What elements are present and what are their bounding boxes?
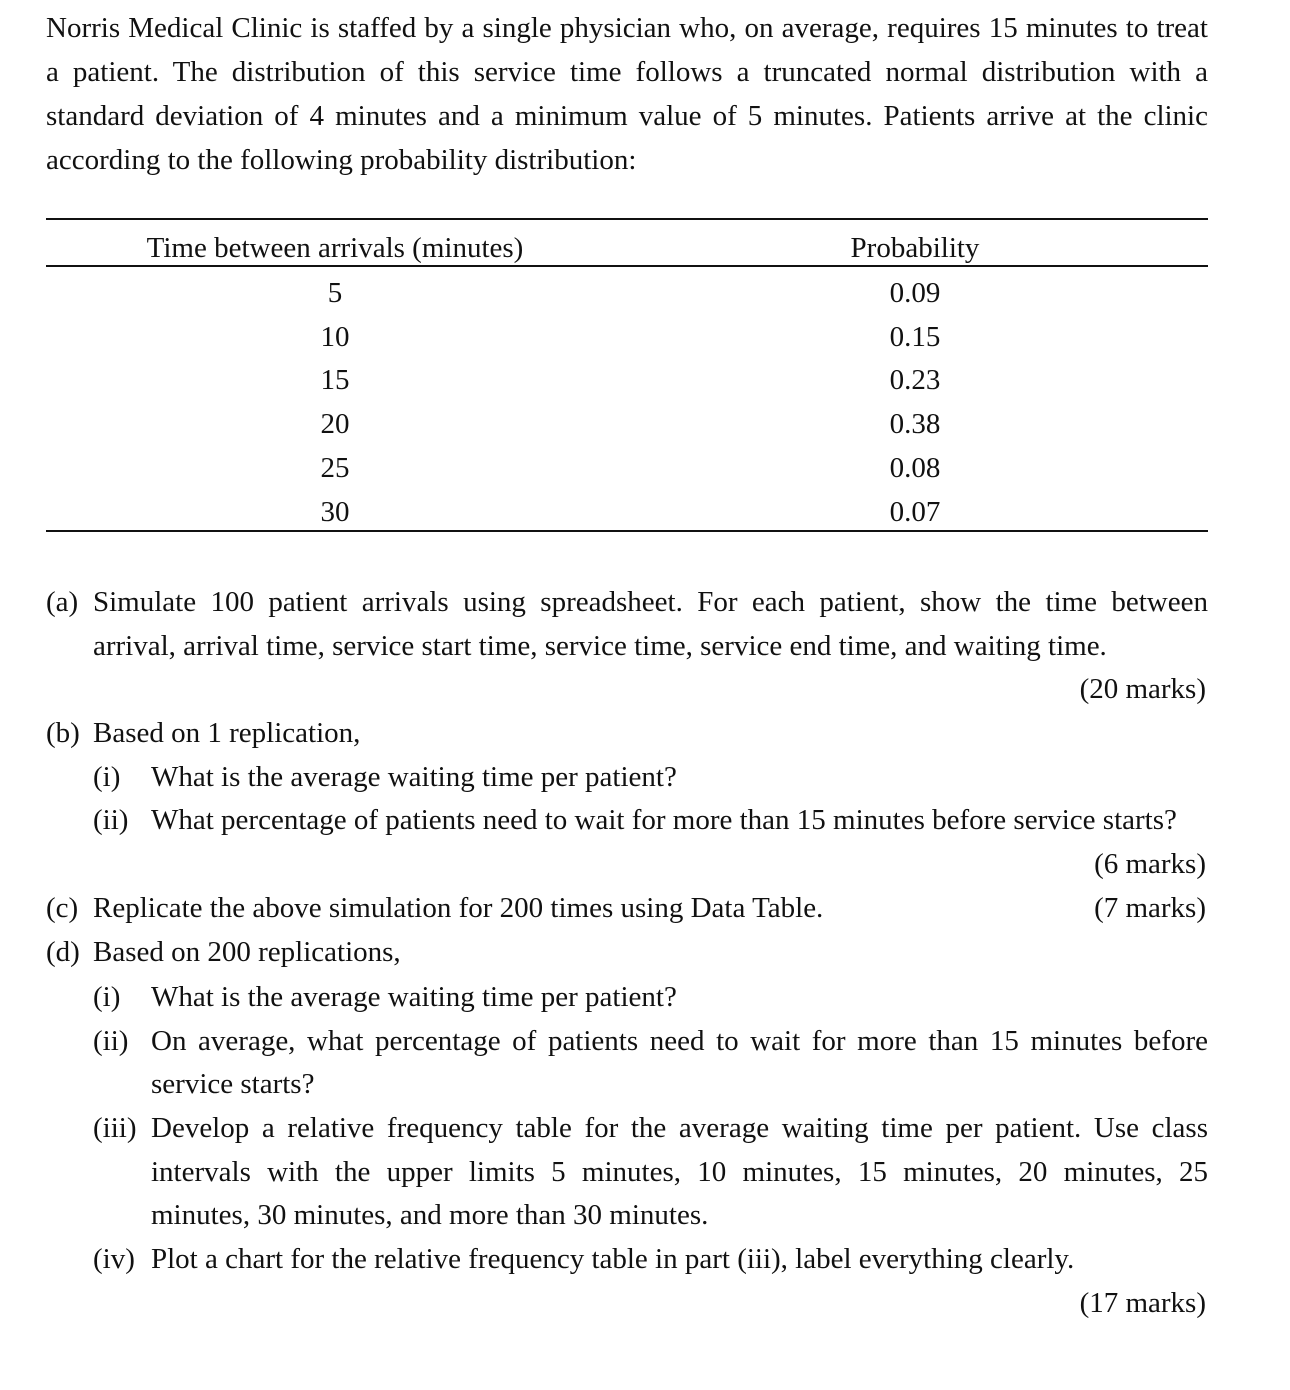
part-a-marks: (20 marks) (1079, 673, 1206, 705)
part-d-iii-line-1: Develop a relative frequency table for the average waiting time per patient. Use class (151, 1112, 1208, 1144)
table-cell-time: 10 (320, 321, 350, 353)
part-d-i-label: (i) (93, 981, 121, 1013)
part-d-iii-line-2: intervals with the upper limits 5 minutes, 10 minutes, 15 minutes, 20 minutes, 25 (151, 1156, 1208, 1188)
table-cell-probability: 0.07 (889, 496, 941, 528)
table-cell-probability: 0.38 (889, 408, 941, 440)
part-b-i-label: (i) (93, 761, 121, 793)
part-d-iv-label: (iv) (93, 1243, 135, 1275)
table-bottom-rule (46, 530, 1208, 532)
part-d-ii-line-2: service starts? (151, 1068, 315, 1100)
part-a-line-1: Simulate 100 patient arrivals using spreadsheet. For each patient, show the time between (93, 586, 1208, 618)
part-b-label: (b) (46, 717, 80, 749)
table-cell-probability: 0.15 (889, 321, 941, 353)
table-cell-time: 5 (327, 277, 343, 309)
table-cell-time: 25 (320, 452, 350, 484)
part-c-label: (c) (46, 892, 79, 924)
part-c-text: Replicate the above simulation for 200 times using Data Table. (93, 892, 824, 924)
table-cell-time: 15 (320, 364, 350, 396)
part-b-ii-label: (ii) (93, 804, 129, 836)
table-top-rule (46, 218, 1208, 220)
part-d-iv-text: Plot a chart for the relative frequency table in part (iii), label everything clearly. (151, 1243, 1075, 1275)
part-d-text: Based on 200 replications, (93, 936, 401, 968)
part-b-text: Based on 1 replication, (93, 717, 361, 749)
table-cell-probability: 0.23 (889, 364, 941, 396)
part-d-iii-line-3: minutes, 30 minutes, and more than 30 minutes. (151, 1199, 709, 1231)
intro-paragraph: Norris Medical Clinic is staffed by a single physician who, on average, requires 15 minutes to treat a patient. The distribution of this service time follows a truncated normal distribution with a standard deviation of 4 minutes and a minimum value of 5 minutes. Patients arrive at the clinic according to the following probability distribution: (46, 12, 1208, 176)
part-a-label: (a) (46, 586, 79, 618)
part-d-ii-line-1: On average, what percentage of patients need to wait for more than 15 minutes before (151, 1025, 1208, 1057)
part-d-i-text: What is the average waiting time per patient? (151, 981, 677, 1013)
part-d-label: (d) (46, 936, 80, 968)
part-b-ii-text: What percentage of patients need to wait for more than 15 minutes before service starts? (151, 804, 1177, 836)
table-header-time: Time between arrivals (minutes) (146, 232, 524, 264)
part-a-line-2: arrival, arrival time, service start time, service time, service end time, and waiting time. (93, 630, 1107, 662)
table-header-probability: Probability (850, 232, 980, 264)
table-header-rule (46, 265, 1208, 267)
table-cell-probability: 0.08 (889, 452, 941, 484)
table-cell-time: 20 (320, 408, 350, 440)
table-cell-time: 30 (320, 496, 350, 528)
part-d-iii-label: (iii) (93, 1112, 137, 1144)
part-b-i-text: What is the average waiting time per patient? (151, 761, 677, 793)
part-d-ii-label: (ii) (93, 1025, 129, 1057)
part-b-marks: (6 marks) (1094, 848, 1206, 880)
part-d-marks: (17 marks) (1079, 1287, 1206, 1319)
part-c-marks: (7 marks) (1094, 892, 1206, 924)
table-cell-probability: 0.09 (889, 277, 941, 309)
